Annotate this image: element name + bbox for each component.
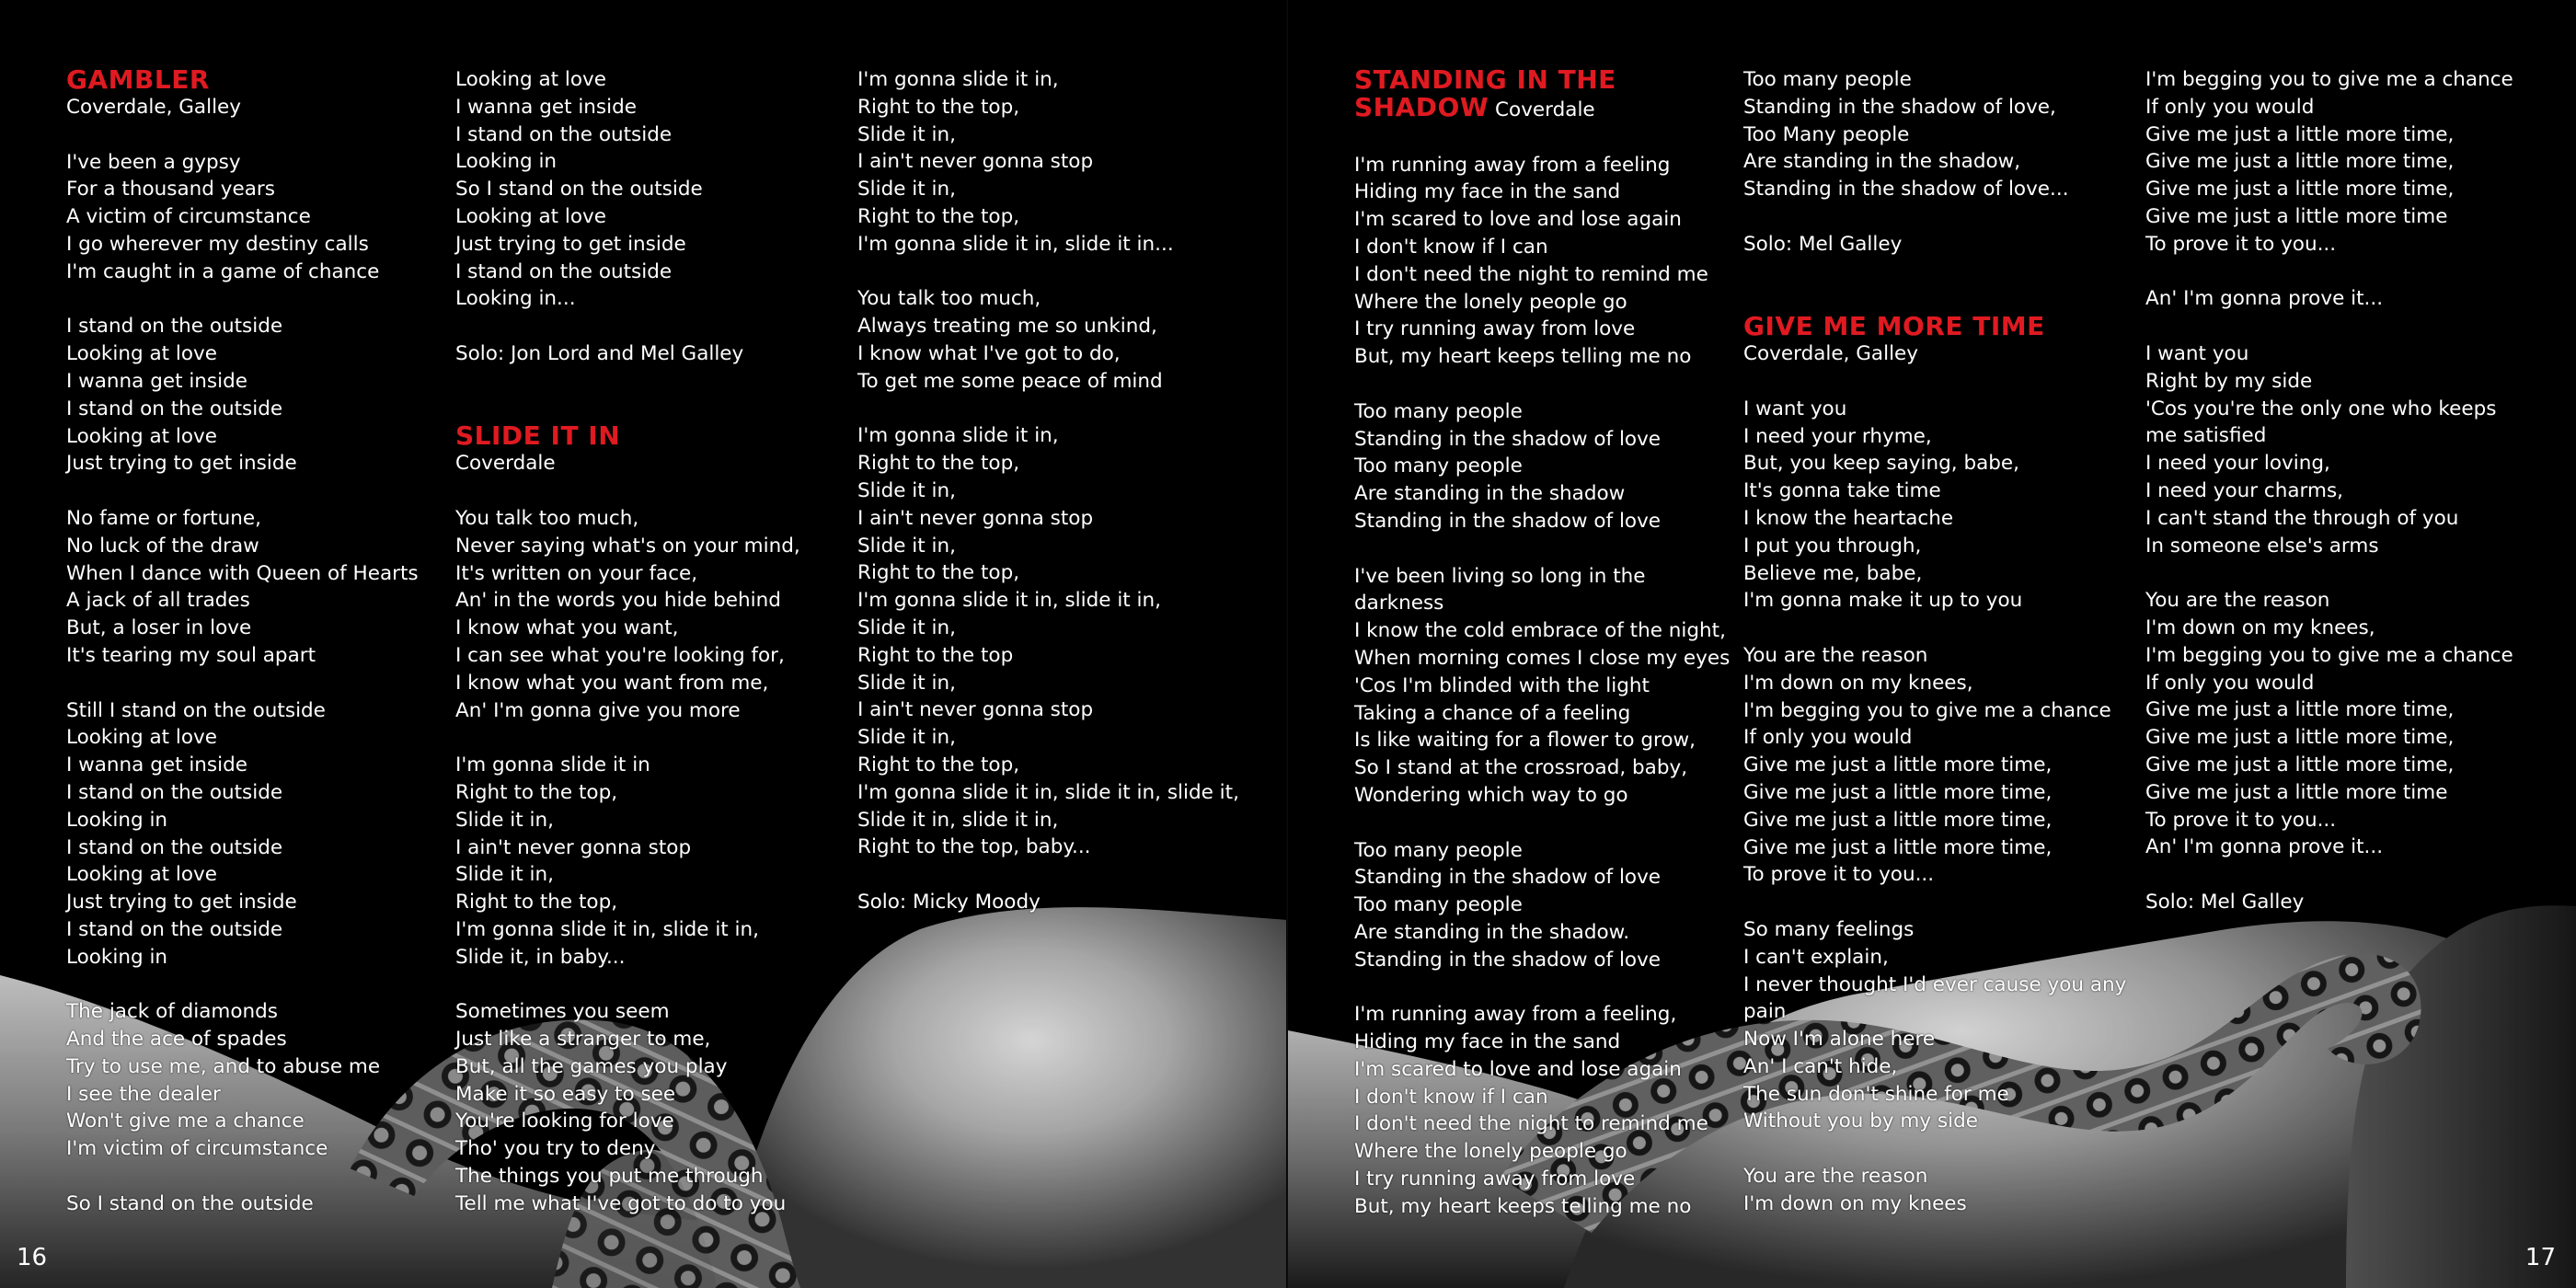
lyric-line: I'm gonna make it up to you — [1743, 589, 2023, 613]
lyric-line: Looking at love — [66, 863, 217, 887]
lyric-line: I stand on the outside — [66, 397, 283, 420]
lyric-line: Looking at love — [66, 726, 217, 750]
lyric-line: Make it so easy to see — [455, 1082, 676, 1106]
lyric-line: So I stand at the crossroad, baby, — [1354, 756, 1688, 780]
stanza-gap — [1354, 974, 1731, 1002]
lyric-line: 'Cos I'm blinded with the light — [1354, 673, 1650, 697]
lyrics-column-1 — [66, 66, 434, 1218]
lyric-line: 'Cos you're the only one who keeps — [2145, 397, 2497, 420]
lyric-line: Just trying to get inside — [66, 891, 297, 914]
lyric-line: Always treating me so unkind, — [857, 315, 1157, 339]
lyric-line: But, my heart keeps telling me no — [1354, 345, 1692, 369]
lyric-line: Just like a stranger to me, — [455, 1028, 711, 1052]
lyric-line: I never thought I'd ever cause you any — [1743, 972, 2127, 996]
lyric-line: Standing in the shadow of love — [1354, 948, 1662, 972]
lyric-line: Right to the top, — [857, 95, 1020, 119]
lyric-line: Where the lonely people go — [1354, 290, 1627, 314]
lyric-line: I'm running away from a feeling — [1354, 153, 1671, 177]
lyric-line: You talk too much, — [455, 506, 639, 530]
song-title: SHADOW — [1354, 92, 1489, 122]
lyric-line: Looking at love — [455, 68, 606, 91]
lyric-line: Slide it in, — [857, 726, 956, 750]
lyric-line: To prove it to you... — [1743, 863, 1935, 887]
lyric-line: No luck of the draw — [66, 534, 259, 558]
lyric-line: You are the reason — [1743, 643, 1928, 667]
lyric-line: When morning comes I close my eyes — [1354, 646, 1731, 670]
lyric-line: I wanna get inside — [66, 369, 247, 393]
lyric-line: Right by my side — [2145, 369, 2313, 393]
lyric-line: Right to the top, — [857, 561, 1020, 585]
stanza-gap — [2145, 259, 2550, 286]
lyric-line: Won't give me a chance — [66, 1110, 305, 1133]
lyric-line: I'm gonna slide it in, slide it in, — [857, 589, 1161, 613]
lyric-line: I stand on the outside — [66, 835, 283, 859]
lyric-line: You are the reason — [1743, 1165, 1928, 1189]
right-page — [1288, 0, 2576, 1288]
lyric-line: You are the reason — [2145, 589, 2330, 613]
stanza-gap — [857, 396, 1262, 423]
lyric-line: I stand on the outside — [66, 780, 283, 804]
lyric-line: Too many people — [1354, 454, 1523, 478]
lyrics-column-1 — [1354, 66, 1731, 1221]
lyric-line: You talk too much, — [857, 287, 1041, 311]
lyric-line: Looking in — [66, 945, 168, 969]
stanza-gap — [857, 259, 1262, 286]
stanza-gap — [1743, 203, 2139, 231]
lyric-line: Right to the top, baby... — [857, 835, 1091, 859]
lyric-line: I'm gonna slide it in, slide it in, slide it, — [857, 780, 1239, 804]
lyric-line: I'm gonna slide it in — [455, 753, 650, 777]
lyric-line: Slide it in, — [857, 122, 956, 146]
lyric-line: Standing in the shadow of love — [1354, 427, 1662, 451]
lyric-line: Slide it in, — [455, 863, 554, 887]
lyric-line: Slide it in, — [857, 178, 956, 201]
stanza-gap — [857, 861, 1262, 889]
lyric-line: Right to the top, — [455, 780, 618, 804]
lyric-line: You're looking for love — [455, 1110, 674, 1133]
lyric-line: It's gonna take time — [1743, 479, 1941, 503]
lyric-line: Are standing in the shadow, — [1743, 150, 2021, 174]
lyric-line: I want you — [1743, 397, 1847, 420]
lyric-line: I try running away from love — [1354, 1167, 1636, 1191]
lyric-line: Give me just a little more time — [2145, 204, 2448, 228]
lyric-line: For a thousand years — [66, 178, 275, 201]
lyric-line: I'm running away from a feeling, — [1354, 1003, 1677, 1027]
lyric-line: I ain't never gonna stop — [857, 506, 1094, 530]
lyric-line: Solo: Jon Lord and Mel Galley — [455, 341, 744, 365]
lyrics-column-3 — [857, 66, 1262, 916]
lyric-line: And the ace of spades — [66, 1028, 287, 1052]
lyric-line: So I stand on the outside — [66, 1191, 314, 1215]
song-credit: Coverdale — [1489, 98, 1595, 121]
lyric-line: I know the cold embrace of the night, — [1354, 619, 1726, 643]
lyric-line: I know what I've got to do, — [857, 341, 1121, 365]
lyric-line: Slide it, in baby... — [455, 945, 626, 969]
lyric-line: A victim of circumstance — [66, 205, 311, 229]
lyric-line: Are standing in the shadow. — [1354, 920, 1630, 944]
lyric-line: Wondering which way to go — [1354, 783, 1628, 807]
lyric-line: Solo: Micky Moody — [857, 890, 1041, 914]
lyric-line: I ain't never gonna stop — [455, 835, 692, 859]
lyric-line: Tho' you try to deny — [455, 1137, 656, 1161]
lyric-line: An' I can't hide, — [1743, 1054, 1898, 1078]
lyric-line: Right to the top — [857, 643, 1014, 667]
stanza-gap — [2145, 313, 2550, 340]
lyric-line: Try to use me, and to abuse me — [66, 1054, 381, 1078]
lyrics-column-3 — [2145, 66, 2550, 916]
stanza-gap — [66, 1163, 434, 1190]
lyric-line: I'm caught in a game of chance — [66, 259, 380, 283]
lyric-line: Give me just a little more time, — [2145, 178, 2455, 201]
lyric-line: Looking in — [66, 808, 168, 832]
lyric-line: I'm scared to love and lose again — [1354, 208, 1682, 232]
lyric-line: Give me just a little more time, — [1743, 753, 2053, 777]
lyric-line: Give me just a little more time, — [1743, 808, 2053, 832]
song-title: GAMBLER — [66, 64, 210, 95]
lyric-line: Sometimes you seem — [455, 1000, 670, 1024]
lyric-line: The jack of diamonds — [66, 1000, 279, 1024]
page-number: 16 — [17, 1244, 48, 1271]
song-title: SLIDE IT IN — [455, 420, 621, 452]
lyric-line: I'm gonna slide it in, slide it in, — [455, 917, 759, 941]
lyric-line: But, my heart keeps telling me no — [1354, 1194, 1692, 1218]
lyric-line: Right to the top, — [455, 891, 618, 914]
lyric-line: I don't need the night to remind me — [1354, 262, 1708, 286]
stanza-gap — [1743, 1135, 2139, 1163]
lyric-line: Give me just a little more time, — [1743, 835, 2053, 859]
lyric-line: I'm down on my knees, — [1743, 671, 1973, 695]
lyric-line: So many feelings — [1743, 917, 1915, 941]
stanza-gap — [1354, 535, 1731, 563]
lyric-line: I want you — [2145, 341, 2249, 365]
page-number: 17 — [2524, 1244, 2556, 1271]
lyric-line: Right to the top, — [857, 753, 1020, 776]
stanza-gap — [66, 121, 434, 149]
lyric-line: Slide it in, slide it in, — [857, 808, 1059, 832]
lyric-line: I'm down on my knees, — [2145, 615, 2375, 639]
lyric-line: I stand on the outside — [66, 917, 283, 941]
lyric-line: Slide it in, — [857, 478, 956, 502]
stanza-gap — [1743, 285, 2139, 313]
lyric-line: Too many people — [1743, 68, 1912, 91]
stanza-gap — [66, 670, 434, 697]
lyric-line: Slide it in, — [857, 671, 956, 695]
lyric-line: I'm begging you to give me a chance — [2145, 68, 2513, 91]
stanza-gap — [66, 477, 434, 505]
stanza-gap — [2145, 861, 2550, 889]
lyric-line: Still I stand on the outside — [66, 698, 326, 722]
stanza-gap — [1743, 368, 2139, 396]
lyric-line: It's written on your face, — [455, 561, 698, 585]
lyric-line: Right to the top, — [857, 204, 1020, 228]
lyric-line: I know what you want, — [455, 616, 679, 640]
lyric-line: The things you put me through — [455, 1165, 764, 1189]
lyric-line: pain — [1743, 1000, 1787, 1024]
lyric-line: Give me just a little more time, — [2145, 726, 2455, 750]
lyric-line: I ain't never gonna stop — [857, 150, 1094, 174]
lyric-line: Too many people — [1354, 893, 1523, 917]
song-credit: Coverdale, Galley — [66, 96, 242, 119]
lyric-line: If only you would — [2145, 671, 2315, 695]
lyric-line: I'm gonna slide it in, slide it in... — [857, 232, 1174, 256]
lyric-line: I stand on the outside — [66, 315, 283, 339]
lyric-line: An' I'm gonna prove it... — [2145, 287, 2384, 311]
lyric-line: Now I'm alone here — [1743, 1028, 1936, 1052]
lyric-line: I know what you want from me, — [455, 671, 769, 695]
lyric-line: Solo: Mel Galley — [2145, 890, 2305, 914]
stanza-gap — [455, 724, 842, 752]
lyric-line: No fame or fortune, — [66, 506, 261, 530]
lyrics-column-2 — [1743, 66, 2139, 1218]
lyric-line: Right to the top, — [857, 452, 1020, 476]
stanza-gap — [1354, 124, 1731, 152]
lyric-line: I'm begging you to give me a chance — [2145, 643, 2513, 667]
lyric-line: me satisfied — [2145, 424, 2267, 448]
lyric-line: So I stand on the outside — [455, 178, 703, 201]
lyric-line: I'm down on my knees — [1743, 1191, 1967, 1215]
lyric-line: Slide it in, — [857, 534, 956, 558]
lyric-line: Hiding my face in the sand — [1354, 1030, 1621, 1054]
lyric-line: Tell me what I've got to do to you — [455, 1191, 787, 1215]
lyric-line: Is like waiting for a flower to grow, — [1354, 729, 1696, 753]
lyric-line: Give me just a little more time, — [2145, 753, 2455, 776]
lyric-line: If only you would — [2145, 95, 2315, 119]
lyric-line: Taking a chance of a feeling — [1354, 701, 1631, 725]
lyric-line: But, you keep saying, babe, — [1743, 452, 2019, 476]
lyric-line: I don't need the night to remind me — [1354, 1112, 1708, 1136]
lyric-line: Too Many people — [1743, 122, 1910, 146]
lyric-line: Believe me, babe, — [1743, 561, 1923, 585]
lyric-line: I'm victim of circumstance — [66, 1137, 328, 1161]
stanza-gap — [1354, 810, 1731, 837]
lyric-line: Just trying to get inside — [66, 452, 297, 476]
lyric-line: Give me just a little more time, — [2145, 122, 2455, 146]
lyric-line: Hiding my face in the sand — [1354, 180, 1621, 204]
lyric-line: Solo: Mel Galley — [1743, 232, 1903, 256]
song-credit: Coverdale, Galley — [1743, 342, 1919, 366]
lyric-line: I try running away from love — [1354, 317, 1636, 341]
lyric-line: An' I'm gonna give you more — [455, 698, 741, 722]
lyric-line: To prove it to you... — [2145, 808, 2337, 832]
stanza-gap — [1743, 259, 2139, 286]
song-credit: Coverdale — [455, 452, 556, 476]
lyric-line: Standing in the shadow of love... — [1743, 178, 2069, 201]
lyric-line: If only you would — [1743, 726, 1913, 750]
lyric-line: Are standing in the shadow — [1354, 482, 1626, 506]
lyric-line: Standing in the shadow of love — [1354, 866, 1662, 890]
lyric-line: I don't know if I can — [1354, 235, 1548, 259]
lyric-line: I wanna get inside — [455, 95, 637, 119]
lyric-line: To get me some peace of mind — [857, 369, 1163, 393]
lyric-line: Looking in... — [455, 287, 576, 311]
lyric-line: Too many people — [1354, 399, 1523, 423]
lyric-line: I need your rhyme, — [1743, 424, 1932, 448]
lyric-line: Looking in — [455, 150, 558, 174]
lyric-line: I need your charms, — [2145, 478, 2343, 502]
lyric-line: darkness — [1354, 592, 1444, 615]
lyric-line: I see the dealer — [66, 1082, 221, 1106]
lyric-line: I've been a gypsy — [66, 150, 241, 174]
stanza-gap — [1354, 371, 1731, 398]
lyric-line: I can't stand the through of you — [2145, 506, 2459, 530]
lyric-line: I stand on the outside — [455, 259, 673, 283]
lyric-line: A jack of all trades — [66, 589, 250, 613]
lyric-line: The sun don't shine for me — [1743, 1082, 2009, 1106]
song-title: GIVE ME MORE TIME — [1743, 311, 2045, 342]
stanza-gap — [66, 972, 434, 999]
lyric-line: I go wherever my destiny calls — [66, 232, 369, 256]
lyric-line: It's tearing my soul apart — [66, 643, 316, 667]
lyric-line: Slide it in, — [455, 808, 554, 832]
stanza-gap — [2145, 559, 2550, 587]
stanza-gap — [455, 396, 842, 423]
lyric-line: I ain't never gonna stop — [857, 698, 1094, 722]
lyric-line: I'm gonna slide it in, — [857, 424, 1059, 448]
lyric-line: Looking at love — [66, 424, 217, 448]
lyric-line: But, a loser in love — [66, 616, 252, 640]
lyric-line: I wanna get inside — [66, 753, 247, 777]
lyric-line: I can see what you're looking for, — [455, 643, 785, 667]
lyric-line: Without you by my side — [1743, 1110, 1978, 1133]
lyric-line: I stand on the outside — [455, 122, 673, 146]
lyric-line: An' I'm gonna prove it... — [2145, 835, 2384, 859]
lyric-line: But, all the games you play — [455, 1054, 728, 1078]
lyric-line: I'm begging you to give me a chance — [1743, 698, 2111, 722]
lyric-line: Too many people — [1354, 838, 1523, 862]
stanza-gap — [455, 368, 842, 396]
lyric-line: When I dance with Queen of Hearts — [66, 561, 419, 585]
lyric-line: Never saying what's on your mind, — [455, 534, 800, 558]
lyric-line: I know the heartache — [1743, 506, 1954, 530]
lyric-line: Just trying to get inside — [455, 232, 686, 256]
stanza-gap — [455, 972, 842, 999]
lyric-line: Slide it in, — [857, 615, 956, 639]
lyric-line: To prove it to you... — [2145, 232, 2337, 256]
lyric-line: I put you through, — [1743, 534, 1922, 558]
lyric-line: I'm gonna slide it in, — [857, 68, 1059, 91]
lyrics-column-2 — [455, 66, 842, 1218]
lyric-line: Give me just a little more time, — [2145, 150, 2455, 174]
lyric-line: I can't explain, — [1743, 945, 1889, 969]
lyric-line: Looking at love — [455, 204, 606, 228]
lyric-line: I need your loving, — [2145, 452, 2330, 476]
lyric-line: Standing in the shadow of love, — [1743, 95, 2056, 119]
lyric-line: I'm scared to love and lose again — [1354, 1057, 1682, 1081]
song-title: STANDING IN THE — [1354, 64, 1616, 95]
lyric-line: Standing in the shadow of love — [1354, 509, 1662, 533]
stanza-gap — [455, 477, 842, 505]
lyric-line: I don't know if I can — [1354, 1085, 1548, 1109]
stanza-gap — [66, 286, 434, 314]
lyric-line: Give me just a little more time, — [2145, 698, 2455, 722]
stanza-gap — [1743, 615, 2139, 642]
song-title-line — [1354, 94, 1731, 124]
stanza-gap — [455, 313, 842, 340]
lyric-line: Give me just a little more time — [2145, 780, 2448, 804]
lyric-line: Looking at love — [66, 342, 217, 366]
stanza-gap — [1743, 889, 2139, 916]
lyric-line: Where the lonely people go — [1354, 1140, 1627, 1164]
lyric-line: Give me just a little more time, — [1743, 780, 2053, 804]
lyric-line: I've been living so long in the — [1354, 564, 1646, 588]
lyric-line: An' in the words you hide behind — [455, 589, 781, 613]
lyric-line: In someone else's arms — [2145, 534, 2379, 558]
